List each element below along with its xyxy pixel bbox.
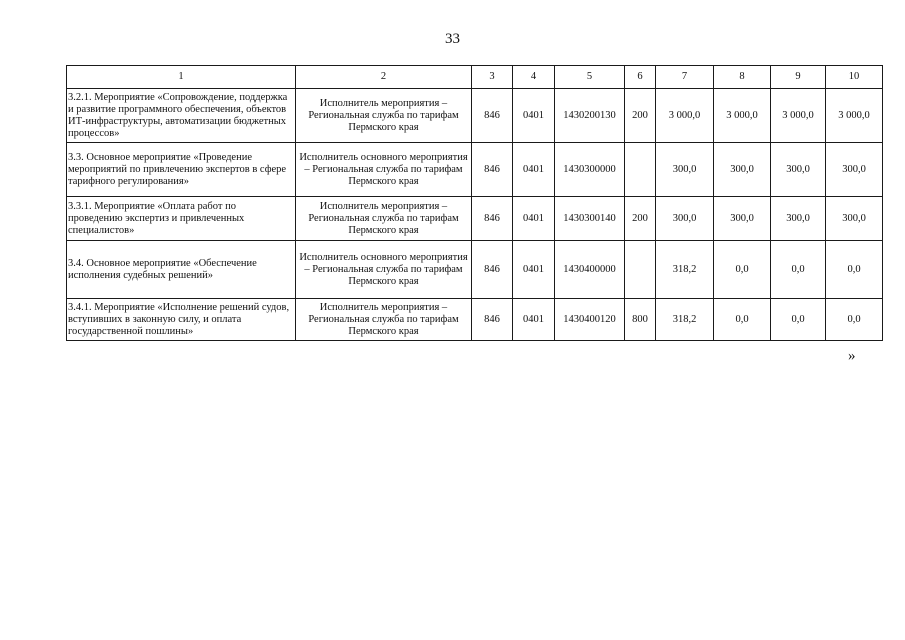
column-number-header: 3 bbox=[472, 66, 513, 89]
amount-cell: 0,0 bbox=[826, 299, 883, 341]
amount-cell: 3 000,0 bbox=[656, 89, 714, 143]
page-number: 33 bbox=[445, 31, 460, 47]
column-number-header: 9 bbox=[771, 66, 826, 89]
expense-type-cell bbox=[625, 241, 656, 299]
amount-cell: 300,0 bbox=[656, 197, 714, 241]
amount-cell: 300,0 bbox=[714, 197, 771, 241]
executor-cell: Исполнитель мероприятия – Региональная служба по тарифам Пермского края bbox=[296, 299, 472, 341]
budget-table bbox=[66, 65, 883, 341]
activity-name-cell: 3.2.1. Мероприятие «Сопровождение, поддержка и развитие программного обеспечения, объектов ИТ-инфраструктуры, автоматизации бюджетных процессов» bbox=[67, 89, 296, 143]
amount-cell: 3 000,0 bbox=[714, 89, 771, 143]
target-code-cell: 1430200130 bbox=[555, 89, 625, 143]
section-code-cell: 0401 bbox=[513, 197, 555, 241]
amount-cell: 0,0 bbox=[714, 241, 771, 299]
executor-cell: Исполнитель мероприятия – Региональная служба по тарифам Пермского края bbox=[296, 89, 472, 143]
amount-cell: 300,0 bbox=[826, 143, 883, 197]
section-code-cell: 0401 bbox=[513, 299, 555, 341]
column-number-header: 8 bbox=[714, 66, 771, 89]
amount-cell: 0,0 bbox=[771, 299, 826, 341]
column-number-header: 7 bbox=[656, 66, 714, 89]
expense-type-cell: 800 bbox=[625, 299, 656, 341]
executor-cell: Исполнитель мероприятия – Региональная служба по тарифам Пермского края bbox=[296, 197, 472, 241]
executor-cell: Исполнитель основного мероприятия – Региональная служба по тарифам Пермского края bbox=[296, 143, 472, 197]
amount-cell: 300,0 bbox=[714, 143, 771, 197]
activity-name-cell: 3.4.1. Мероприятие «Исполнение решений судов, вступивших в законную силу, и оплата государственной пошлины» bbox=[67, 299, 296, 341]
amount-cell: 300,0 bbox=[771, 143, 826, 197]
target-code-cell: 1430300000 bbox=[555, 143, 625, 197]
table-row bbox=[67, 197, 883, 241]
section-code-cell: 0401 bbox=[513, 89, 555, 143]
ministry-code-cell: 846 bbox=[472, 241, 513, 299]
amount-cell: 318,2 bbox=[656, 241, 714, 299]
amount-cell: 318,2 bbox=[656, 299, 714, 341]
amount-cell: 0,0 bbox=[771, 241, 826, 299]
ministry-code-cell: 846 bbox=[472, 197, 513, 241]
expense-type-cell: 200 bbox=[625, 89, 656, 143]
expense-type-cell: 200 bbox=[625, 197, 656, 241]
table-row bbox=[67, 299, 883, 341]
target-code-cell: 1430300140 bbox=[555, 197, 625, 241]
ministry-code-cell: 846 bbox=[472, 89, 513, 143]
section-code-cell: 0401 bbox=[513, 241, 555, 299]
column-number-header: 5 bbox=[555, 66, 625, 89]
activity-name-cell: 3.3.1. Мероприятие «Оплата работ по проведению экспертиз и привлеченных специалистов» bbox=[67, 197, 296, 241]
column-number-header: 10 bbox=[826, 66, 883, 89]
activity-name-cell: 3.4. Основное мероприятие «Обеспечение исполнения судебных решений» bbox=[67, 241, 296, 299]
expense-type-cell bbox=[625, 143, 656, 197]
ministry-code-cell: 846 bbox=[472, 143, 513, 197]
column-number-header: 6 bbox=[625, 66, 656, 89]
table-row bbox=[67, 89, 883, 143]
amount-cell: 300,0 bbox=[771, 197, 826, 241]
executor-cell: Исполнитель основного мероприятия – Региональная служба по тарифам Пермского края bbox=[296, 241, 472, 299]
column-number-header: 1 bbox=[67, 66, 296, 89]
activity-name-cell: 3.3. Основное мероприятие «Проведение мероприятий по привлечению экспертов в сфере тарифного регулирования» bbox=[67, 143, 296, 197]
column-number-row bbox=[67, 66, 883, 89]
target-code-cell: 1430400000 bbox=[555, 241, 625, 299]
target-code-cell: 1430400120 bbox=[555, 299, 625, 341]
amount-cell: 0,0 bbox=[714, 299, 771, 341]
column-number-header: 4 bbox=[513, 66, 555, 89]
table-row bbox=[67, 143, 883, 197]
column-number-header: 2 bbox=[296, 66, 472, 89]
section-code-cell: 0401 bbox=[513, 143, 555, 197]
amount-cell: 3 000,0 bbox=[826, 89, 883, 143]
closing-quote-mark: » bbox=[848, 348, 856, 364]
amount-cell: 3 000,0 bbox=[771, 89, 826, 143]
amount-cell: 0,0 bbox=[826, 241, 883, 299]
amount-cell: 300,0 bbox=[656, 143, 714, 197]
ministry-code-cell: 846 bbox=[472, 299, 513, 341]
amount-cell: 300,0 bbox=[826, 197, 883, 241]
table-row bbox=[67, 241, 883, 299]
